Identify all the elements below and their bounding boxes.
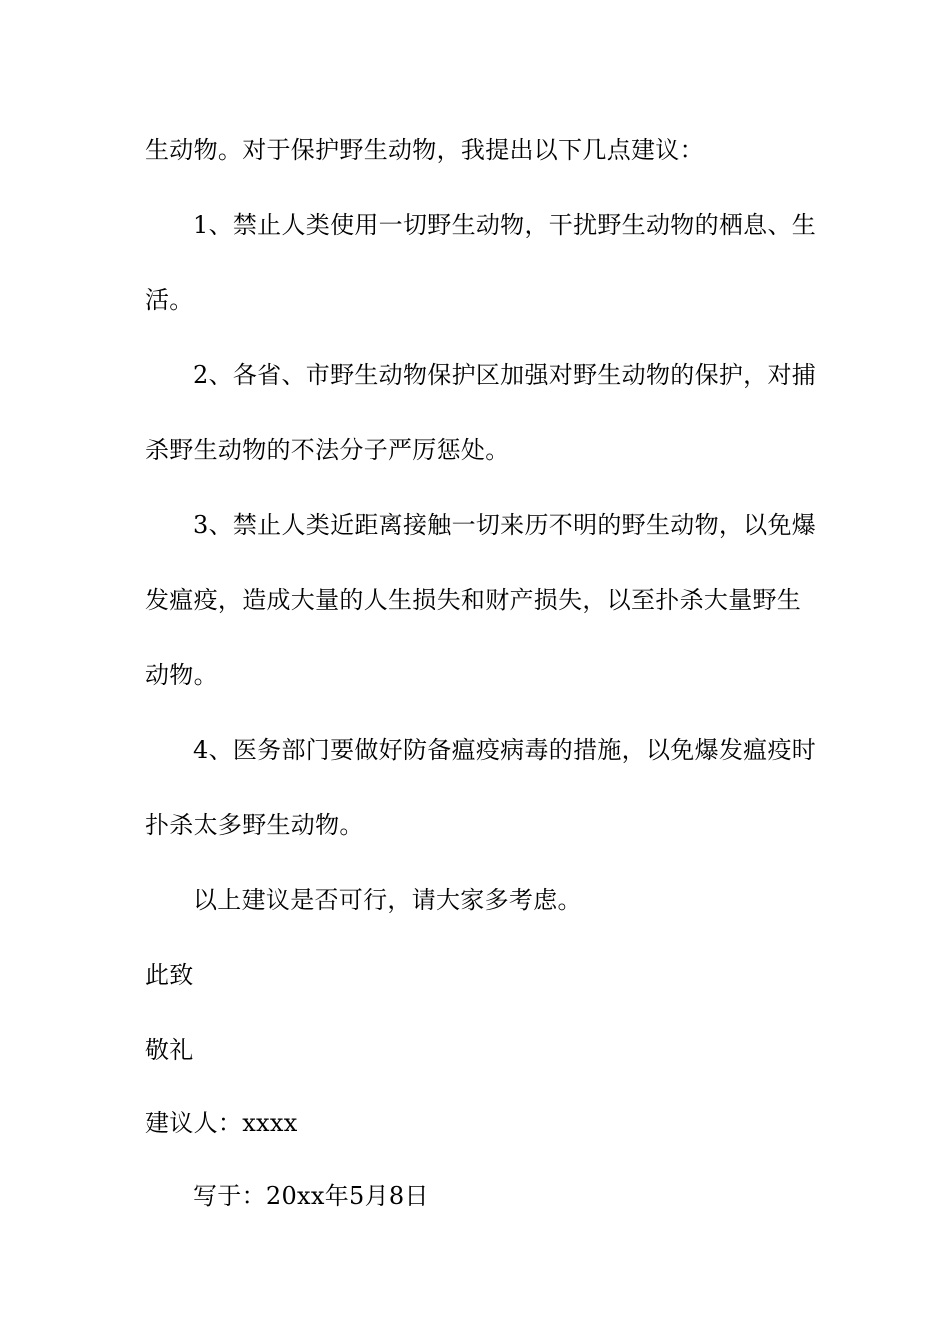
suggestion-4-line-1: 4、医务部门要做好防备瘟疫病毒的措施，以免爆发瘟疫时 (193, 736, 817, 764)
date-line: 写于：20xx年5月8日 (193, 1182, 429, 1210)
suggestion-2-line-2: 杀野生动物的不法分子严厉惩处。 (145, 436, 510, 464)
suggestion-1-line-1: 1、禁止人类使用一切野生动物，干扰野生动物的栖息、生 (193, 211, 817, 239)
text-line: 生动物。对于保护野生动物，我提出以下几点建议： (145, 136, 704, 164)
suggestion-1-line-2: 活。 (145, 286, 194, 314)
suggestion-2-line-1: 2、各省、市野生动物保护区加强对野生动物的保护，对捕 (193, 361, 817, 389)
closing-remark: 以上建议是否可行，请大家多考虑。 (193, 886, 582, 914)
suggestion-3-line-1: 3、禁止人类近距离接触一切来历不明的野生动物，以免爆 (193, 511, 817, 539)
suggestion-3-line-2: 发瘟疫，造成大量的人生损失和财产损失，以至扑杀大量野生 (145, 586, 802, 614)
suggestion-3-line-3: 动物。 (145, 661, 218, 689)
proposer-line: 建议人：xxxx (145, 1109, 298, 1137)
salutation-jingli: 敬礼 (145, 1036, 194, 1064)
suggestion-4-line-2: 扑杀太多野生动物。 (145, 811, 364, 839)
salutation-cizhi: 此致 (145, 961, 194, 989)
